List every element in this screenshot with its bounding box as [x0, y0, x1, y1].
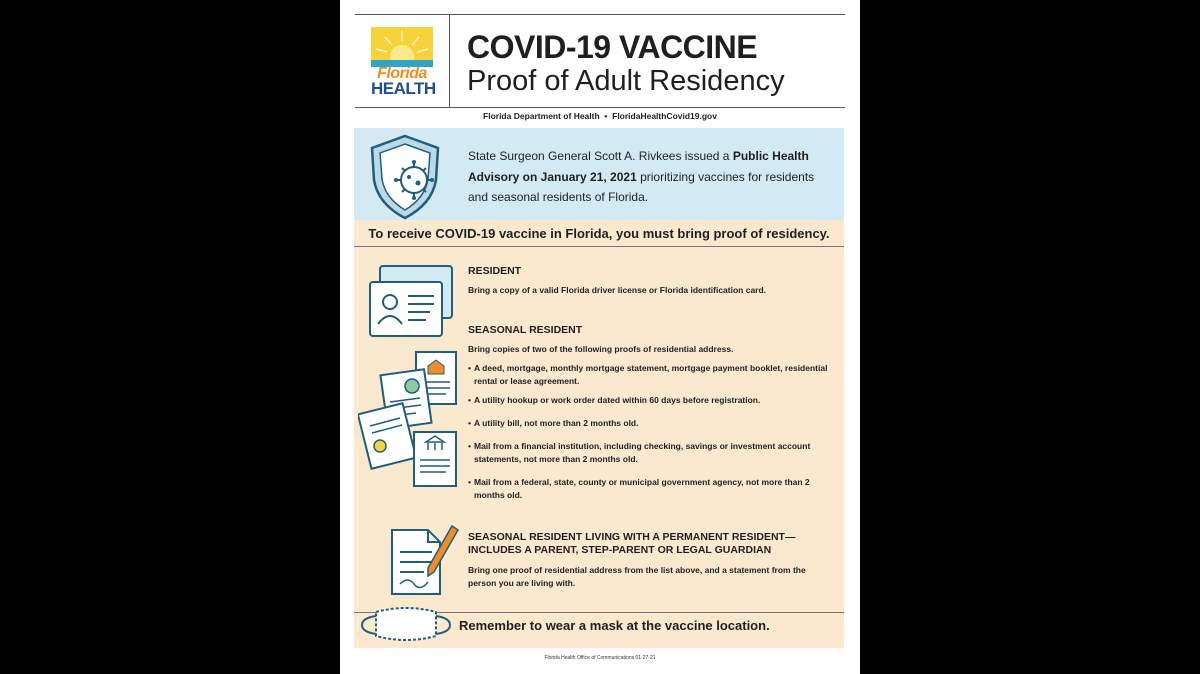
- page-subtitle: Proof of Adult Residency: [467, 65, 785, 97]
- footer: Florida Health Office of Communications 01-27-21: [544, 655, 656, 661]
- separator: •: [604, 111, 608, 121]
- advisory-part1: State Surgeon General Scott A. Rivkees issued a: [468, 149, 730, 163]
- living-with-text: Bring one proof of residential address from the list above, and a statement from the person you are living with.: [468, 565, 806, 588]
- org-name: Florida Department of Health: [483, 111, 600, 121]
- id-card-icon: [366, 264, 458, 344]
- document-pen-icon: [388, 522, 462, 598]
- list-item: • A deed, mortgage, monthly mortgage statement, mortgage payment booklet, residential rental or lease agreement.: [468, 362, 828, 388]
- list-item: • Mail from a federal, state, county or municipal government agency, not more than 2 months old.: [468, 476, 828, 502]
- florida-health-logo: [371, 27, 436, 98]
- divider-top: [354, 246, 844, 247]
- subheader: [355, 111, 845, 121]
- list-item: • A utility bill, not more than 2 months old.: [468, 417, 828, 430]
- documents-icon: [358, 348, 460, 490]
- shield-virus-icon: [366, 132, 444, 220]
- mask-reminder: Remember to wear a mask at the vaccine location.: [459, 618, 770, 633]
- advisory-band: [354, 128, 844, 220]
- sun-logo-icon: [371, 27, 433, 67]
- resident-title: RESIDENT: [468, 265, 522, 277]
- page-title: COVID-19 VACCINE: [467, 29, 758, 65]
- poster: [340, 0, 860, 674]
- seasonal-title: SEASONAL RESIDENT: [468, 324, 583, 336]
- advisory-part2: prioritizing vaccines for residents and seasonal residents of Florida.: [468, 169, 815, 204]
- advisory-text: [468, 146, 828, 208]
- seasonal-proof-list: [468, 362, 828, 502]
- header: [355, 14, 845, 108]
- requirements-band: [354, 220, 844, 648]
- face-mask-icon: [360, 606, 452, 644]
- seasonal-intro: Bring copies of two of the following proofs of residential address.: [468, 344, 734, 354]
- advisory-bold: Public Health Advisory on January 21, 2021: [468, 149, 809, 184]
- living-with-title-1: SEASONAL RESIDENT LIVING WITH A PERMANENT RESIDENT—: [468, 531, 796, 543]
- header-divider: [449, 15, 450, 107]
- logo-health-text: HEALTH: [371, 79, 436, 98]
- list-item: • A utility hookup or work order dated within 60 days before registration.: [468, 394, 828, 407]
- list-item: • Mail from a financial institution, including checking, savings or investment account statements, not more than 2 months old.: [468, 440, 828, 466]
- website-url: FloridaHealthCovid19.gov: [612, 111, 717, 121]
- logo-florida-text: Florida: [377, 65, 427, 82]
- proof-requirement: To receive COVID-19 vaccine in Florida, you must bring proof of residency.: [368, 226, 830, 241]
- resident-text: Bring a copy of a valid Florida driver license or Florida identification card.: [468, 285, 767, 295]
- living-with-title-2: INCLUDES A PARENT, STEP-PARENT OR LEGAL GUARDIAN: [468, 544, 772, 556]
